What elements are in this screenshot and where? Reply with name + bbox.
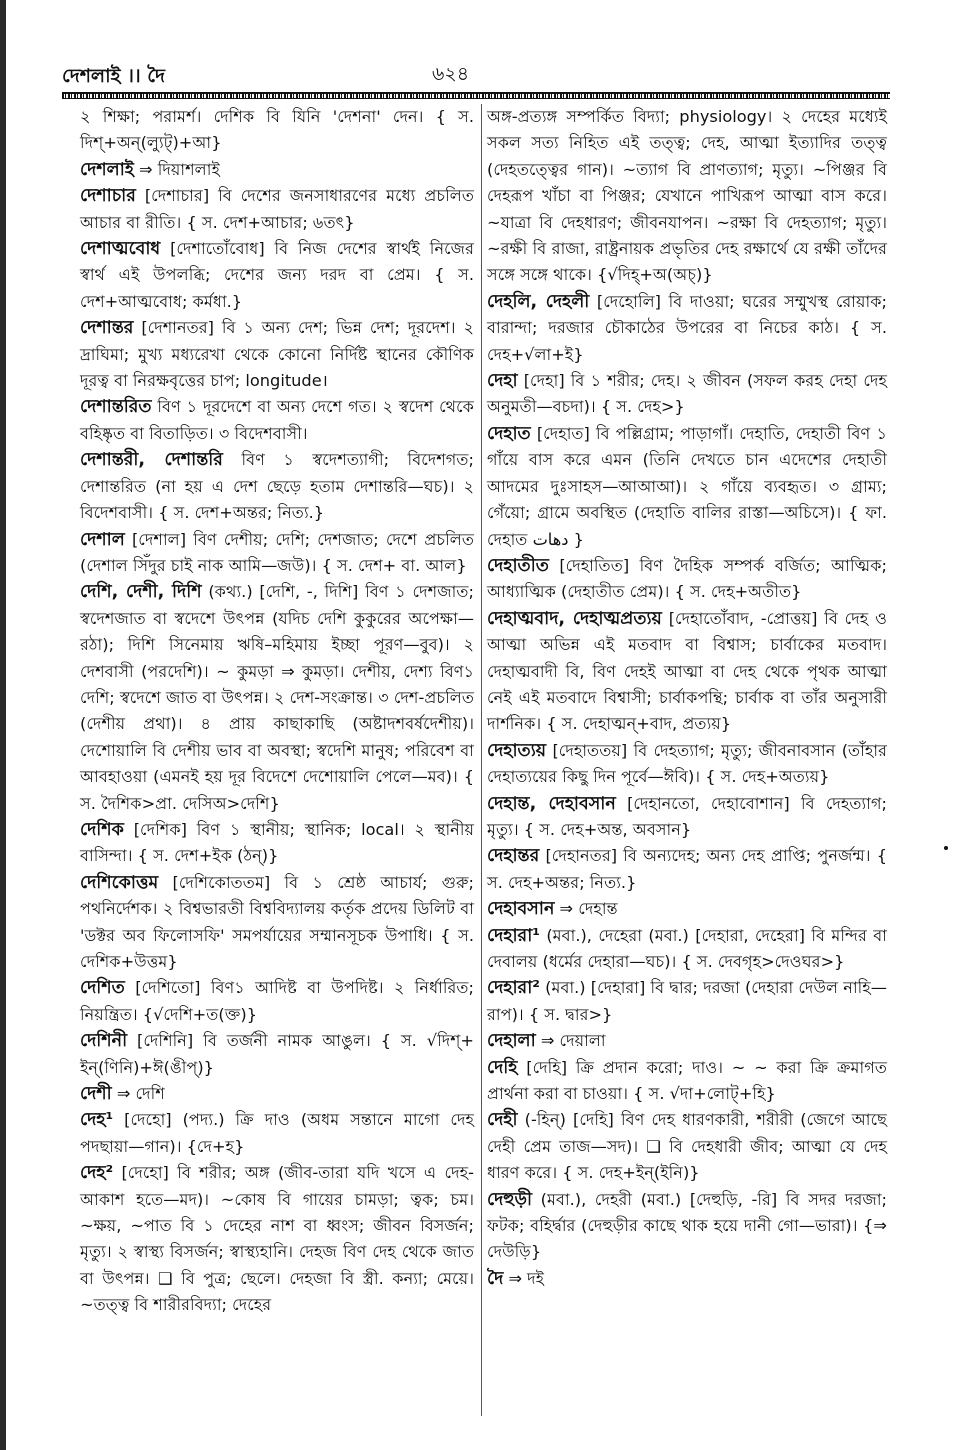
dictionary-entry [80,1107,474,1160]
dictionary-entry [487,1055,887,1108]
entry-definition: ⇒ দিয়াশলাই [139,159,220,179]
dictionary-entry [80,1160,474,1318]
headword: দেহাত্মবাদ, দেহাত্মপ্রত্যয় [487,608,662,629]
dictionary-entry [80,579,474,817]
headword: দেশিক [80,819,124,840]
dictionary-entry [487,1266,887,1292]
headword: দেহী [487,1110,518,1131]
dictionary-entry [80,527,474,580]
entry-definition: [দেহাতোঁবাদ, -প্রোত্তয়] বি দেহ ও আত্মা অভিন্ন এই মতবাদ বা বিশ্বাস; চার্বাকের মতবাদ। দেহাত্মবাদী বি, বিণ দেহই আত্মা বা দেহ থেকে পৃথক আত্মা নেই এই মতবাদে বিশ্বাসী; চার্বাকপন্থি; চার্বাক বা তাঁর অনুসারী দার্শনিক। { স. দেহাত্মন্+বাদ, প্রত্যয়} [487,608,887,734]
entry-definition: [দেশানতর] বি ১ অন্য দেশ; ভিন্ন দেশ; দূরদেশ। ২ দ্রাঘিমা; মুখ্য মধ্যরেখা থেকে কোনো নির্দিষ্ট স্থানের কৌণিক দূরত্ব বা নিরক্ষবৃত্তের চাপ; longitude। [80,318,474,391]
entry-definition: [দেহা] বি ১ শরীর; দেহ। ২ জীবন (সফল করহ দেহা দেহ অনুমতী—বচদা)। { স. দেহ>} [487,371,887,417]
dictionary-entry [80,236,474,315]
headword: দেশি, দেশী, দিশি [80,582,202,603]
dictionary-entry [80,104,474,157]
dictionary-entry [487,368,887,421]
headword: দেহাত [487,423,531,444]
headword: দেহ² [80,1163,114,1184]
headword: দেহুড়ী [487,1189,532,1210]
entry-definition: ২ শিক্ষা; পরামর্শ। দেশিক বি যিনি 'দেশনা' দেন। { স. দিশ্+অন্(ল্যুট্)+আ} [80,107,474,153]
entry-definition: [দেহি] ক্রি প্রদান করো; দাও। ~ ~ করা ক্রি ক্রমাগত প্রার্থনা করা বা চাওয়া। { স. √দা+লোট্+হি} [487,1057,887,1104]
entry-definition: অঙ্গ-প্রত্যঙ্গ সম্পর্কিত বিদ্যা; physiology। ২ দেহের মধ্যেই সকল সত্য নিহিত এই তত্ত্ব; দেহ, আত্মা ইত্যাদির তত্ত্ব (দেহতত্ত্বের গান)। ~ত্যাগ বি প্রাণত্যাগ; মৃত্যু। ~পিঞ্জর বি দেহরূপ খাঁচা বা পিঞ্জর; যেখানে পাখিরূপ আত্মা বাস করে। ~যাত্রা বি দেহধারণ; জীবনযাপন। ~রক্ষা বি দেহত্যাগ; মৃত্যু। ~রক্ষী বি রাজা, রাষ্ট্রনায়ক প্রভৃতির দেহ রক্ষার্থে যে রক্ষী তাঁদের সঙ্গে সঙ্গে থাকে। {√দিহ্+অ(অচ্)} [487,107,887,285]
headword: দেশিকোত্তম [80,872,159,893]
dictionary-entry [487,553,887,606]
headword: দেশান্তরী, দেশান্তরি [80,450,223,471]
entry-definition: [দেশিক] বিণ ১ স্থানীয়; স্থানিক; local। ২ স্থানীয় বাসিন্দা। { স. দেশ+ইক (ঠন্)} [80,819,474,866]
dictionary-entry [487,1028,887,1054]
entry-definition: [দেহানতর] বি অন্যদেহ; অন্য দেহ প্রাপ্তি; পুনর্জন্ম। { স. দেহ+অন্তর; নিত্য.} [487,846,887,892]
dictionary-entry [487,975,887,1028]
dictionary-entry [80,157,474,183]
scan-edge [0,0,6,1450]
dictionary-entry [80,817,474,870]
dictionary-entry [80,315,474,394]
dictionary-entry [487,1187,887,1266]
dictionary-entry [80,870,474,976]
entry-definition: [দেশিকোততম] বি ১ শ্রেষ্ঠ আচার্য; গুরু; পথনির্দেশক। ২ বিশ্বভারতী বিশ্ববিদ্যালয় কর্তৃক প্রদেয় ডিলিট বা 'ডক্টর অব ফিলোসফি' সমপর্যায়ের সম্মানসূচক উপাধি। { স. দেশিক+উত্তম} [80,872,474,971]
dictionary-entry [487,289,887,368]
dictionary-entry [487,791,887,844]
headword: দেহারা² [487,978,540,999]
dictionary-entry [80,1081,474,1107]
headword: দেহালা [487,1031,536,1052]
entry-definition: [দেহাততয়] বি দেহত্যাগ; মৃত্যু; জীবনাবসান (তাঁহার দেহাত্যয়ের কিছু দিন পূর্বে—ঈবি)। { স. দেহ+অত্যয়} [487,740,887,787]
entry-definition: [দেশিতো] বিণ১ আদিষ্ট বা উপদিষ্ট। ২ নির্ধারিত; নিয়ন্ত্রিত। {√দেশি+ত(ক্ত)} [80,978,474,1024]
dictionary-entry [80,394,474,447]
entry-definition: [দেহাত] বি পল্লিগ্রাম; পাড়াগাঁ। দেহাতি, দেহাতী বিণ ১ গাঁয়ে বাস করে এমন (তিনি দেখতে চান এদেশের দেহাতী আদমের দুঃসাহস—আআআ)। ২ গাঁয়ে ব্যবহৃত। ৩ গ্রাম্য; গেঁয়ো; গ্রামে অবস্থিত (দেহাতি বালির রাস্তা—অচিসে)। { ফা. দেহাত دهات } [487,423,887,549]
page-number: ৬২৪ [432,63,470,85]
dictionary-entry [80,447,474,526]
dictionary-entry [80,183,474,236]
margin-mark [944,846,948,850]
entry-definition: ⇒ দেশি [116,1084,165,1104]
dictionary-entry [487,738,887,791]
headword: দেহাত্যয় [487,740,547,761]
entry-definition: [দেহানতো, দেহাবোশান] বি দেহত্যাগ; মৃত্যু। { স. দেহ+অন্ত, অবসান} [487,793,888,839]
headword: দেশিনী [80,1031,128,1052]
page-header [62,58,882,92]
entry-definition: ⇒ দেয়ালা [540,1031,606,1051]
right-column [487,104,887,1292]
entry-definition: বিণ ১ স্বদেশত্যাগী; বিদেশগত; দেশান্তরিত (না হয় এ দেশ ছেড়ে হতাম দেশান্তরি—ঘচ)। ২ বিদেশবাসী। { স. দেশ+অন্তর; নিত্য.} [80,450,474,523]
entry-definition: বিণ ১ দূরদেশে বা অন্য দেশে গত। ২ স্বদেশ থেকে বহিষ্কৃত বা বিতাড়িত। ৩ বিদেশবাসী। [80,397,474,443]
headword: দেহ¹ [80,1110,114,1131]
dictionary-entry [487,896,887,922]
entry-definition: (-হিন্) [দেহি] বিণ দেহ ধারণকারী, শরীরী (জেগে আছে দেহী প্রেম তাজ—সদ)। ❑ বি দেহধারী জীব; আত্মা যে দেহ ধারণ করে। { স. দেহ+ইন্(ইনি)} [487,1110,887,1183]
dictionary-entry [80,975,474,1028]
headword: দৈ [487,1268,504,1289]
headword: দেহা [487,371,518,392]
headword: দেহি [487,1057,518,1078]
headword: দেশলাই [80,159,134,180]
entry-definition: [দেশাল] বিণ দেশীয়; দেশি; দেশজাত; দেশে প্রচলিত (দেশাল সিঁদুর চাই নাক আমি—জউ)। { স. দেশ+ বা. আল} [80,529,474,575]
entry-definition: [দেশাচার] বি দেশের জনসাধারণের মধ্যে প্রচলিত আচার বা রীতি। { স. দেশ+আচার; ৬তৎ} [80,186,474,232]
entry-definition: ⇒ দই [508,1268,545,1288]
column-divider [481,104,482,1416]
dictionary-entry [487,421,887,553]
entry-definition: (মবা.), দেহেরা (মবা.) [দেহারা, দেহেরা] বি মন্দির বা দেবালয় (ধর্মের দেহারা—ঘচ)। { স. দেবগৃহ>দেওঘর>} [487,925,887,971]
entry-definition: [দেহোলি] বি দাওয়া; ঘরের সম্মুখস্থ রোয়াক; বারান্দা; দরজার চৌকাঠের উপরের বা নিচের কাঠ। { স. দেহ+√লা+ই} [487,291,887,364]
headword: দেশাত্মবোধ [80,239,161,260]
dictionary-entry [487,606,887,738]
headword: দেশিত [80,978,125,999]
entry-definition: ⇒ দেহান্ত [559,899,618,919]
dictionary-entry [80,1028,474,1081]
dictionary-entry [487,923,887,976]
dictionary-entry [487,843,887,896]
headword: দেহারা¹ [487,925,540,946]
entry-definition: [দেহো] বি শরীর; অঙ্গ (জীব-তারা যদি খসে এ দেহ-আকাশ হতে—মদ)। ~কোষ বি গায়ের চামড়া; ত্বক; চম। ~ক্ষয়, ~পাত বি ১ দেহের নাশ বা ধ্বংস; জীবন বিসর্জন; মৃত্যু। ২ স্বাস্থ্য বিসর্জন; স্বাস্থ্যহানি। দেহজ বিণ দেহ থেকে জাত বা উৎপন্ন। ❑ বি পুত্র; ছেলে। দেহজা বি স্ত্রী. কন্যা; মেয়ে। ~তত্ত্ব বি শারীরবিদ্যা; দেহের [80,1163,474,1315]
dictionary-entry [487,1107,887,1186]
headword: দেশান্তরিত [80,397,152,418]
headword: দেহাবসান [487,899,555,920]
header-guide-words: দেশলাই ।। দৈ [62,65,165,87]
dictionary-entry [487,104,887,289]
headword: দেহান্ত, দেহাবসান [487,793,616,814]
entry-definition: [দেহাতিত] বিণ দৈহিক সম্পর্ক বর্জিত; আত্মিক; আধ্যাত্মিক (দেহাতীত প্রেম)। { স. দেহ+অতীত} [487,555,887,602]
headword: দেশাচার [80,186,136,207]
headword: দেশাল [80,529,125,550]
headword: দেহাতীত [487,555,549,576]
headword: দেহলি, দেহলী [487,291,590,312]
headword: দেহান্তর [487,846,540,867]
header-rule [62,92,890,99]
entry-definition: (মবা.), দেহরী (মবা.) [দেহুড়ি, -রি] বি সদর দরজা; ফটক; বহির্দ্বার (দেহুড়ীর কাছে থাক হয়ে দানী গো—ভারা)। {⇒ দেউড়ি} [487,1189,887,1262]
entry-definition: [দেশিনি] বি তর্জনী নামক আঙুল। { স. √দিশ্+ ইন্(ণিনি)+ঈ(ঙীপ্)} [80,1031,474,1077]
headword: দেশী [80,1084,112,1105]
left-column [80,104,474,1319]
entry-definition: (মবা.) [দেহারা] বি দ্বার; দরজা (দেহারা দেউল নাহি—রাপ)। { স. দ্বার>} [487,978,887,1024]
entry-definition: [দেশাতোঁবোধ] বি নিজ দেশের স্বার্থই নিজের স্বার্থ এই উপলব্ধি; দেশের জন্য দরদ বা প্রেম। { স. দেশ+আত্মবোধ; কর্মধা.} [80,239,474,311]
entry-definition: (কথ্য.) [দেশি, -, দিশি] বিণ ১ দেশজাত; স্বদেশজাত বা স্বদেশে উৎপন্ন (যদিচ দেশি কুকুরের অপেক্ষা—রঠা); দিশি সিনেমায় ঋষি–মহিমায় ইচ্ছা পূরণ—বুব)। ২ দেশবাসী (পরদেশি)। ~ কুমড়া ⇒ কুমড়া। দেশীয়, দেশ্য বিণ১ দেশি; স্বদেশে জাত বা উৎপন্ন। ২ দেশ-সংক্রান্ত। ৩ দেশ-প্রচলিত (দেশীয় প্রথা)। ৪ প্রায় কাছাকাছি (অষ্টাদশবর্ষদেশীয়)। দেশোয়ালি বি দেশীয় ভাব বা অবস্থা; স্বদেশি মানুষ; পরিবেশ বা আবহাওয়া (এমনই হয় দূর বিদেশে দেশোয়ালি পেলে—মব)। { স. দৈশিক>প্রা. দেসিঅ>দেশি} [80,582,474,813]
headword: দেশান্তর [80,318,134,339]
entry-definition: [দেহো] (পদ্য.) ক্রি দাও (অধম সন্তানে মাগো দেহ পদছায়া—গান)। {দে+হ} [80,1110,474,1156]
